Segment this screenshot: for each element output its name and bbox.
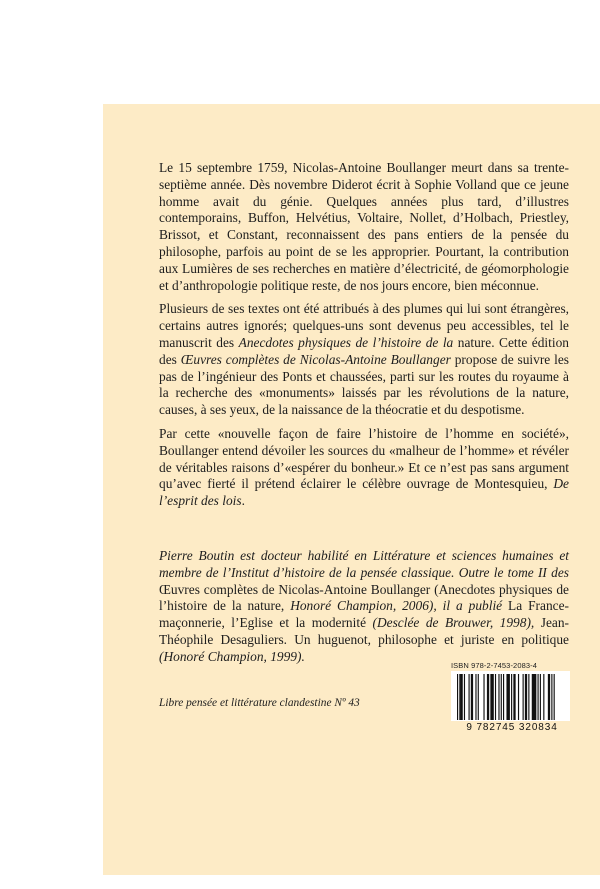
barcode-bar xyxy=(490,674,493,720)
barcode-bar xyxy=(487,674,489,720)
barcode-bar xyxy=(506,674,509,720)
barcode-bar xyxy=(483,674,484,720)
barcode-bar xyxy=(554,674,555,720)
book-title-anecdotes: Anecdotes physiques de l’histoire de la xyxy=(238,334,454,350)
barcode-bar xyxy=(543,674,544,720)
isbn-label: ISBN 978-2-7453-2083-4 xyxy=(451,661,538,670)
barcode xyxy=(451,671,570,733)
barcode-bar xyxy=(525,674,527,720)
paragraph-2-text-a: Plusieurs de ses textes ont été attribués à des plumes qui lui sont étrangères, certains autres ignorés; quelques-uns sont devenus peu accessibles, tel le manuscrit des xyxy=(159,301,569,350)
barcode-bar xyxy=(460,674,462,720)
bio-text-3: Honoré Champion, 2006), il a publié xyxy=(290,598,509,614)
barcode-bar xyxy=(538,674,539,720)
bio-text-1: Pierre Boutin est docteur habilité en Littérature et sciences humaines et membre de l’Institut d’histoire de la pensée classique. Outre le tome II des xyxy=(159,548,569,580)
book-title-oeuvres: Œuvres complètes de Nicolas-Antoine Boullanger xyxy=(180,351,451,367)
book-title-esprit-des-lois: De l’esprit des lois xyxy=(159,476,569,509)
barcode-bar xyxy=(495,674,496,720)
summary-text xyxy=(159,160,569,517)
barcode-bar xyxy=(459,674,460,720)
barcode-bar xyxy=(540,674,541,720)
paragraph-3-text-a: Par cette «nouvelle façon de faire l’histoire de l’homme en société», Boullanger entend dévoiler les sources du «malheur de l’homme» et révéler de véritables raisons d’«espérer du bonheur.» Et ce n’est pas sans argument qu’avec fierté il prétend éclairer le célèbre ouvrage de Montesquieu, xyxy=(159,425,569,492)
barcode-bar xyxy=(548,674,550,720)
bio-text-4: La France-maçonnerie, l’Eglise et la modernité xyxy=(159,598,569,631)
barcode-bar xyxy=(523,674,524,720)
barcode-bars xyxy=(457,674,565,720)
paragraph-3 xyxy=(159,426,569,510)
barcode-bar xyxy=(457,674,458,720)
barcode-bar xyxy=(464,674,465,720)
barcode-bar xyxy=(528,674,529,720)
paragraph-2-text-b: nature. Cette édition des xyxy=(159,334,569,367)
barcode-bar xyxy=(518,674,519,720)
barcode-bar xyxy=(478,674,479,720)
barcode-bar xyxy=(498,674,499,720)
paragraph-1-text: Le 15 septembre 1759, Nicolas-Antoine Boullanger meurt dans sa trente-septième année. Dès novembre Diderot écrit à Sophie Volland que ce jeune homme avait du génie. Quelques années plus tard, d’illustres contemporains, Buffon, Helvétius, Voltaire, Nollet, d’Holbach, Priestley, Brissot, et Constant, reconnaissent des pans entiers de la pensée du philosophe, parfois au point de se les approprier. Pourtant, la contribution aux Lumières de ses recherches en matière d’électricité, de géomorphologie et d’anthropologie politique reste, de nos jours encore, bien méconnue. xyxy=(159,160,569,293)
author-bio xyxy=(159,548,569,666)
barcode-digits: 9 782745 320834 xyxy=(466,722,558,733)
barcode-bar xyxy=(475,674,476,720)
paragraph-2 xyxy=(159,301,569,419)
bio-text-2: Œuvres complètes de Nicolas-Antoine Boullanger (Anecdotes physiques de l’histoire de la nature, xyxy=(159,581,569,614)
barcode-bar xyxy=(503,674,504,720)
barcode-bar xyxy=(511,674,512,720)
barcode-bar xyxy=(501,674,502,720)
bio-text-7: (Honoré Champion, 1999). xyxy=(159,648,305,664)
barcode-bar xyxy=(532,674,537,720)
paragraph-3-text-b: . xyxy=(241,493,245,509)
barcode-bar xyxy=(513,674,515,720)
paragraph-2-text-c: propose de suivre les pas de l’ingénieur des Ponts et chaussées, parti sur les routes du royaume à la recherche des «monuments» laissés par les révolutions de la nature, causes, à ses yeux, de la naissance de la théocratie et du despotisme. xyxy=(159,351,570,418)
barcode-bar xyxy=(471,674,473,720)
barcode-bar xyxy=(551,674,552,720)
bio-text-6: Jean-Théophile Desaguliers. Un huguenot, philosophe et juriste en politique xyxy=(159,615,569,647)
collection-name: Libre pensée et littérature clandestine Nº 43 xyxy=(159,697,360,709)
bio-text-5: (Desclée de Brouwer, 1998), xyxy=(372,615,541,631)
barcode-bar xyxy=(469,674,470,720)
paragraph-1 xyxy=(159,160,569,294)
